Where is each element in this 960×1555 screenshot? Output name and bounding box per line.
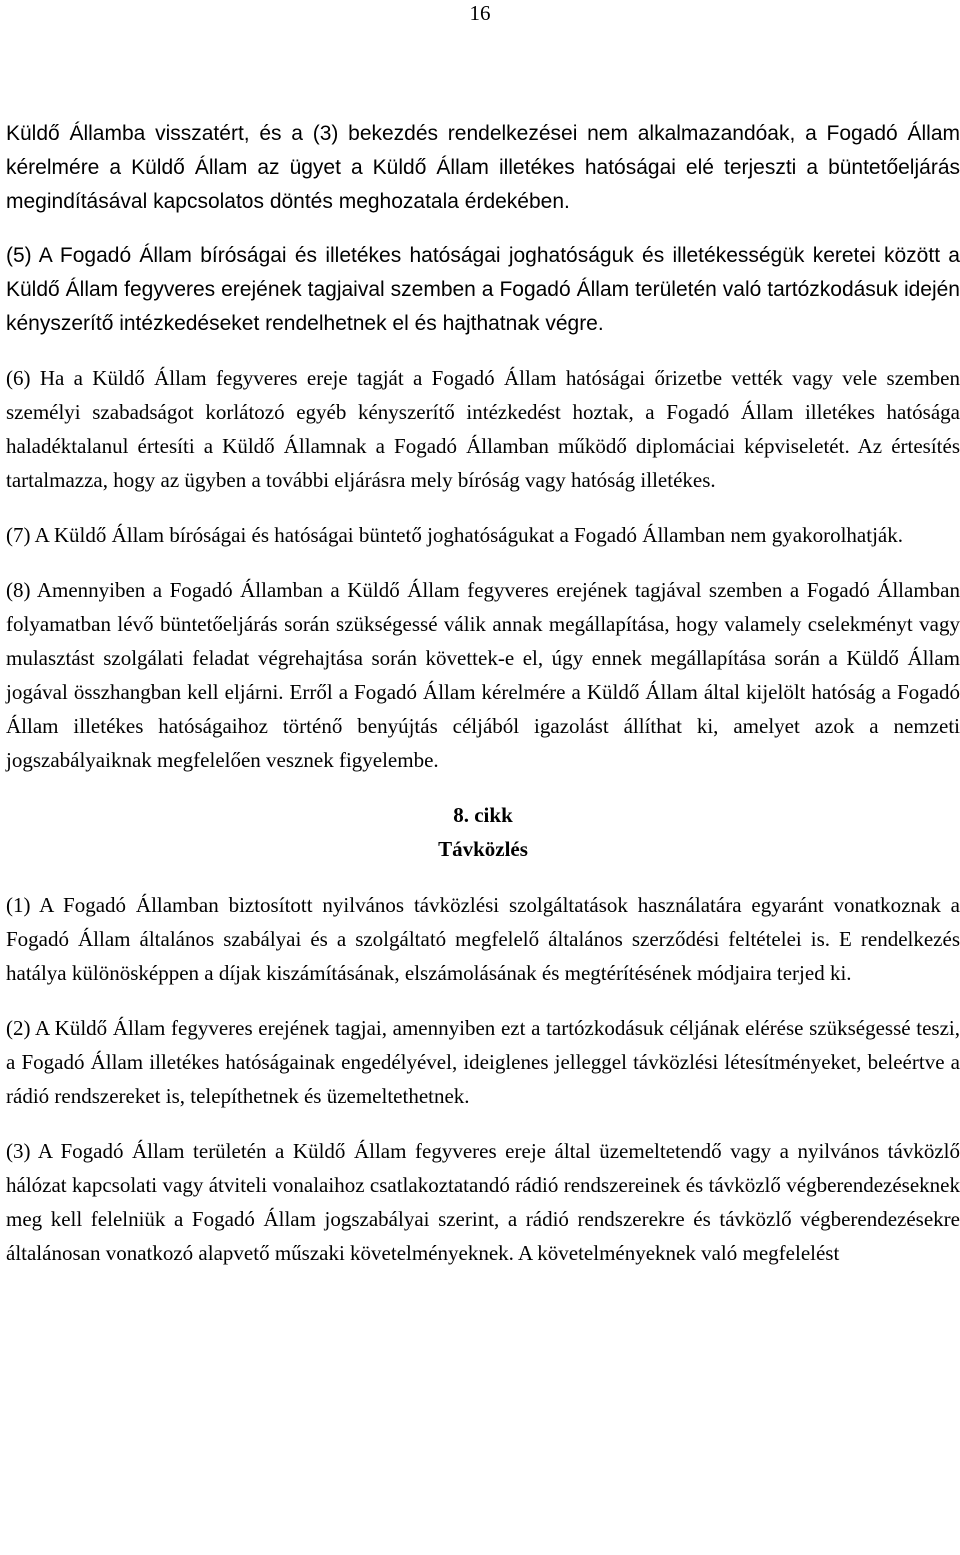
article-heading — [6, 798, 960, 866]
paragraph-continuation: Küldő Államba visszatért, és a (3) bekezdés rendelkezései nem alkalmazandóak, a Fogadó Állam kérelmére a Küldő Állam az ügyet a Küldő Állam illetékes hatóságai elé terjeszti a büntetőeljárás megindításával kapcsolatos döntés meghozatala érdekében. — [6, 122, 960, 213]
telecom-paragraph-3: (3) A Fogadó Állam területén a Küldő Állam fegyveres ereje által üzemeltetendő vagy a nyilvános távközlő hálózat kapcsolati vagy átviteli vonalaihoz csatlakoztatandó rádió rendszereinek és távközlő végberendezéseknek meg kell felelniük a Fogadó Állam jogszabályai szerint, a rádió rendszerekre és távközlő végberendezésekre általánosan vonatkozó alapvető műszaki követelményeknek. A követelményeknek való megfelelést — [6, 1139, 960, 1265]
paragraph-7: (7) A Küldő Állam bíróságai és hatóságai büntető joghatóságukat a Fogadó Államban nem gyakorolhatják. — [6, 523, 903, 547]
paragraph-8: (8) Amennyiben a Fogadó Államban a Küldő Állam fegyveres erejének tagjával szemben a Fogadó Államban folyamatban lévő büntetőeljárás során szükségessé válik annak megállapítása, hogy valamely cselekményt vagy mulasztást szolgálati feladat végrehajtása során követtek-e el, úgy ennek megállapítása során a Küldő Állam jogával összhangban kell eljárni. Erről a Fogadó Állam kérelmére a Küldő Állam által kijelölt hatóság a Fogadó Állam illetékes hatóságaihoz történő benyújtás céljából igazolást állíthat ki, amelyet azok a nemzeti jogszabályaiknak megfelelően vesznek figyelembe. — [6, 578, 960, 772]
paragraph-5: (5) A Fogadó Állam bíróságai és illetékes hatóságai joghatóságuk és illetékességük keretei között a Küldő Állam fegyveres erejének tagjaival szemben a Fogadó Állam területén való tartózkodásuk idején kényszerítő intézkedéseket rendelhetnek el és hajthatnak végre. — [6, 244, 960, 335]
article-title: Távközlés — [438, 837, 528, 861]
paragraph-6: (6) Ha a Küldő Állam fegyveres ereje tagját a Fogadó Állam hatóságai őrizetbe vették vagy vele szemben személyi szabadságot korlátozó egyéb kényszerítő intézkedést hoztak, a Fogadó Állam illetékes hatósága haladéktalanul értesíti a Küldő Államnak a Fogadó Államban működő diplomáciai képviseletét. Az értesítés tartalmazza, hogy az ügyben a további eljárásra mely bíróság vagy hatóság illetékes. — [6, 366, 960, 492]
article-number: 8. cikk — [453, 803, 513, 827]
telecom-paragraph-1: (1) A Fogadó Államban biztosított nyilvános távközlési szolgáltatások használatára egyaránt vonatkoznak a Fogadó Állam általános szabályai és a szolgáltató megfelelő általános szerződési feltételei is. E rendelkezés hatálya különösképpen a díjak kiszámításának, elszámolásának és megtérítésének módjaira terjed ki. — [6, 893, 960, 985]
telecom-paragraph-2: (2) A Küldő Állam fegyveres erejének tagjai, amennyiben ezt a tartózkodásuk céljának elérése szükségessé teszi, a Fogadó Állam illetékes hatóságainak engedélyével, ideiglenes jelleggel távközlési létesítményeket, beleértve a rádió rendszereket is, telepíthetnek és üzemeltethetnek. — [6, 1016, 960, 1108]
page-number: 16 — [469, 1, 491, 25]
document-body — [6, 117, 960, 1291]
